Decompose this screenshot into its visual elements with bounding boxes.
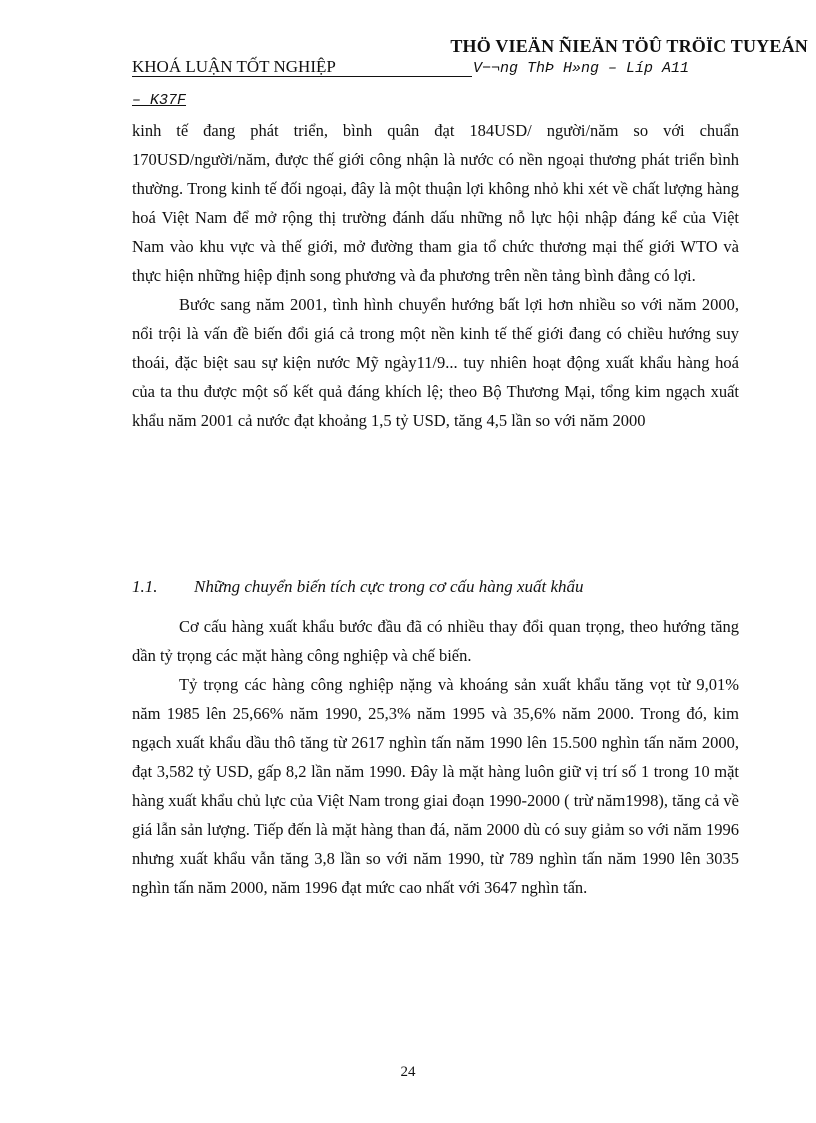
body-section-structure — [132, 612, 739, 902]
thesis-header-author: V−¬ng ThÞ H»ng – Líp A11 — [473, 60, 690, 77]
thesis-header-title: KHOÁ LUẬN TỐT NGHIỆP — [132, 57, 336, 76]
header-underline — [132, 76, 472, 77]
body-paragraph: Bước sang năm 2001, tình hình chuyển hướng bất lợi hơn nhiều so với năm 2000, nổi trội là vấn đề biến đổi giá cả trong một nền kinh tế thế giới đang có chiều hướng suy thoái, đặc biệt sau sự kiện nước Mỹ ngày11/9... tuy nhiên hoạt động xuất khẩu hàng hoá của ta thu được một số kết quả đáng khích lệ; theo Bộ Thương Mại, tổng kim ngạch xuất khẩu năm 2001 cả nước đạt khoảng 1,5 tỷ USD, tăng 4,5 lần so với năm 2000 — [132, 295, 739, 430]
section-title: Những chuyển biến tích cực trong cơ cấu hàng xuất khẩu — [194, 577, 584, 596]
body-paragraph: kinh tế đang phát triển, bình quân đạt 184USD/ người/năm so với chuẩn 170USD/người/năm, được thế giới công nhận là nước có nền ngoại thương phát triển bình thường. Trong kinh tế đối ngoại, đây là một thuận lợi không nhỏ khi xét về chất lượng hàng hoá Việt Nam để mở rộng thị trường đánh dấu những nỗ lực hội nhập đáng kể của Việt Nam vào khu vực và thế giới, mở đường tham gia tổ chức thương mại thế giới WTO và thực hiện những hiệp định song phương và đa phương trên nền tảng bình đẳng có lợi. — [132, 121, 739, 285]
thesis-header-class: – K37F — [132, 92, 187, 109]
library-watermark: THÖ VIEÄN ÑIEÄN TÖÛ TRÖÏC TUYEÁN — [450, 36, 808, 56]
body-paragraph: Cơ cấu hàng xuất khẩu bước đầu đã có nhiều thay đổi quan trọng, theo hướng tăng dần tỷ trọng các mặt hàng công nghiệp và chế biến. — [132, 617, 739, 665]
body-paragraph: Tỷ trọng các hàng công nghiệp nặng và khoáng sản xuất khẩu tăng vọt từ 9,01% năm 1985 lên 25,66% năm 1990, 25,3% năm 1995 và 35,6% năm 2000. Trong đó, kim ngạch xuất khẩu dầu thô tăng từ 2617 nghìn tấn năm 1990 lên 15.500 nghìn tấn năm 2000, đạt 3,582 tỷ USD, gấp 8,2 lần năm 1990. Đây là mặt hàng luôn giữ vị trí số 1 trong 10 mặt hàng xuất khẩu chủ lực của Việt Nam trong giai đoạn 1990-2000 ( trừ năm1998), tăng cả về giá lẫn sản lượng. Tiếp đến là mặt hàng than đá, năm 2000 dù có suy giảm so với năm 1996 nhưng xuất khẩu vẫn tăng 3,8 lần so với năm 1990, từ 789 nghìn tấn năm 1990 lên 3035 nghìn tấn năm 2000, năm 1996 đạt mức cao nhất với 3647 nghìn tấn. — [132, 675, 739, 897]
page-number: 24 — [400, 1064, 416, 1080]
body-section-intro — [132, 116, 739, 435]
section-number: 1.1. — [132, 577, 158, 596]
section-heading — [132, 577, 584, 597]
